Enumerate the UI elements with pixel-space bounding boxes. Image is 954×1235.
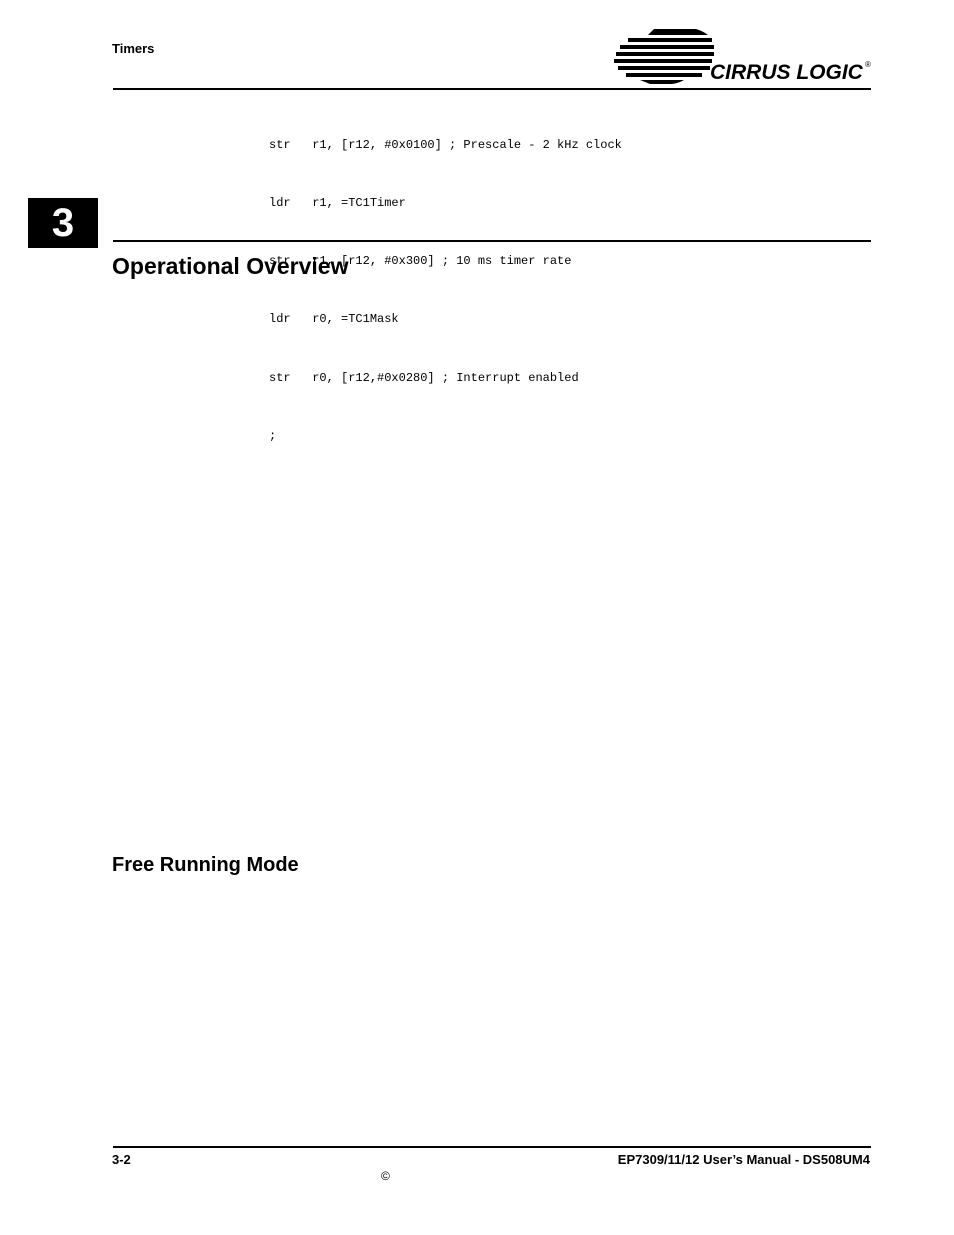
code-line: ldr r0, =TC1Mask: [269, 312, 399, 327]
code-line: str r1, [r12, #0x300] ; 10 ms timer rate: [269, 254, 572, 269]
manual-title: EP7309/11/12 User’s Manual - DS508UM4: [617, 1152, 870, 1167]
footer-rule: [113, 1146, 871, 1148]
section-title: Timers: [112, 41, 155, 56]
copyright-mark: ©: [381, 1169, 390, 1183]
heading-free-running-mode: Free Running Mode: [112, 854, 299, 876]
header-rule: [113, 88, 871, 90]
cirrus-logic-logo: [614, 27, 876, 85]
registered-mark: ®: [865, 60, 871, 69]
heading-operational-overview: Operational Overview: [112, 253, 349, 279]
code-listing: [269, 97, 622, 466]
code-line: str r0, [r12,#0x0280] ; Interrupt enabled: [269, 370, 579, 385]
code-line: str r1, [r12, #0x0100] ; Prescale - 2 kHz clock: [269, 137, 622, 152]
logo-text: CIRRUS LOGIC: [710, 61, 863, 84]
section-rule: [113, 240, 871, 242]
code-line: ldr r1, =TC1Timer: [269, 196, 406, 211]
page-number: 3-2: [112, 1152, 131, 1167]
logo-swoosh-icon: [614, 27, 876, 85]
chapter-tab: 3: [28, 198, 98, 248]
code-line: ;: [269, 428, 277, 443]
